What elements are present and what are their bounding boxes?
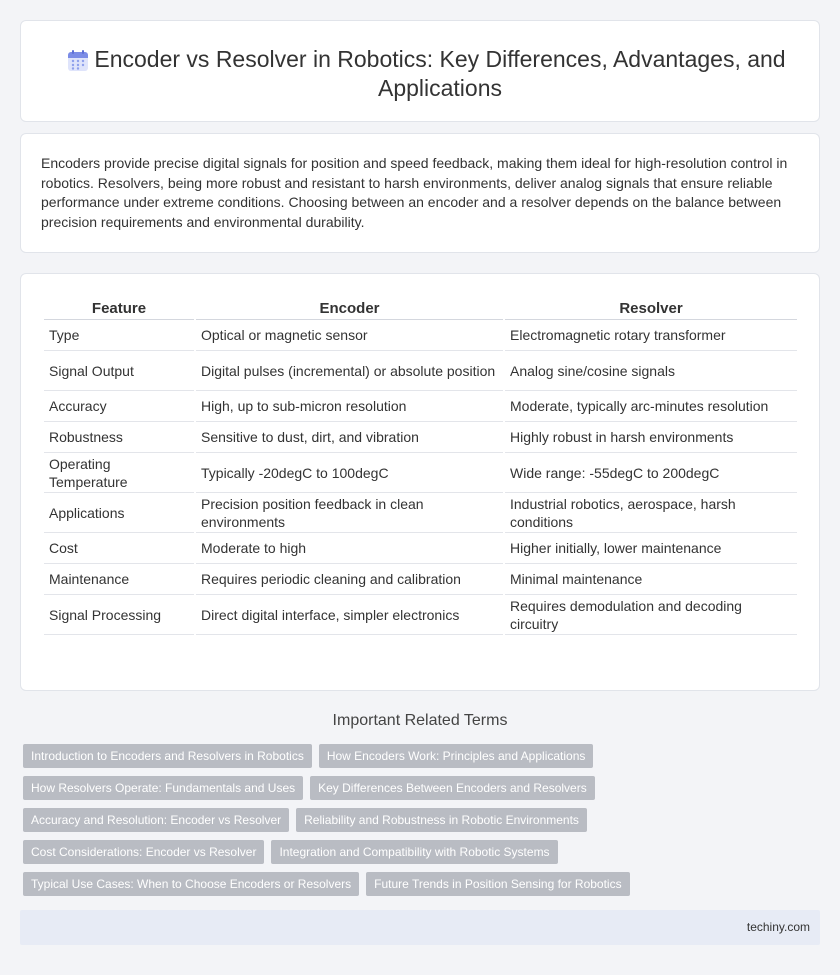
related-term-link[interactable]: Typical Use Cases: When to Choose Encoders or Resolvers <box>23 872 359 896</box>
encoder-cell: Precision position feedback in clean environments <box>196 493 503 533</box>
comparison-table <box>42 296 799 635</box>
intro-paragraph: Encoders provide precise digital signals for position and speed feedback, making them ideal for high-resolution control in robotics. Resolvers, being more robust and resistant to harsh environments, deliver analog signals that ensure reliable performance under extreme conditions. Choosing between an encoder and a resolver depends on the balance between precision requirements and environmental durability. <box>41 155 788 230</box>
encoder-cell: Moderate to high <box>196 533 503 564</box>
related-term-link[interactable]: Cost Considerations: Encoder vs Resolver <box>23 840 264 864</box>
encoder-cell: Sensitive to dust, dirt, and vibration <box>196 422 503 453</box>
resolver-cell: Moderate, typically arc-minutes resolution <box>505 391 797 422</box>
encoder-cell: Optical or magnetic sensor <box>196 320 503 351</box>
feature-cell: Applications <box>44 493 194 533</box>
resolver-cell: Electromagnetic rotary transformer <box>505 320 797 351</box>
resolver-cell: Highly robust in harsh environments <box>505 422 797 453</box>
related-term-link[interactable]: Reliability and Robustness in Robotic Environments <box>296 808 587 832</box>
footer-brand[interactable]: techiny.com <box>746 920 810 934</box>
table-row <box>44 564 797 595</box>
related-terms-list <box>23 744 813 904</box>
page-title: Encoder vs Resolver in Robotics: Key Differences, Advantages, and Applications <box>94 46 786 101</box>
related-term-link[interactable]: How Encoders Work: Principles and Applications <box>319 744 594 768</box>
header-resolver: Resolver <box>505 296 797 320</box>
table-row <box>44 320 797 351</box>
header-encoder: Encoder <box>196 296 503 320</box>
resolver-cell: Industrial robotics, aerospace, harsh conditions <box>505 493 797 533</box>
table-row <box>44 533 797 564</box>
table-row <box>44 493 797 533</box>
related-term-link[interactable]: Future Trends in Position Sensing for Robotics <box>366 872 629 896</box>
feature-cell: Cost <box>44 533 194 564</box>
feature-cell: Type <box>44 320 194 351</box>
feature-cell: Signal Output <box>44 351 194 391</box>
table-row <box>44 453 797 493</box>
table-row <box>44 351 797 391</box>
feature-cell: Accuracy <box>44 391 194 422</box>
encoder-cell: Digital pulses (incremental) or absolute position <box>196 351 503 391</box>
header-feature: Feature <box>44 296 194 320</box>
resolver-cell: Requires demodulation and decoding circuitry <box>505 595 797 635</box>
intro-card <box>20 133 820 253</box>
feature-cell: Robustness <box>44 422 194 453</box>
feature-cell: Signal Processing <box>44 595 194 635</box>
related-term-link[interactable]: Key Differences Between Encoders and Resolvers <box>310 776 595 800</box>
comparison-card <box>20 273 820 691</box>
related-term-link[interactable]: How Resolvers Operate: Fundamentals and Uses <box>23 776 303 800</box>
encoder-cell: Direct digital interface, simpler electronics <box>196 595 503 635</box>
encoder-cell: High, up to sub-micron resolution <box>196 391 503 422</box>
table-row <box>44 595 797 635</box>
title-card <box>20 20 820 122</box>
feature-cell: Operating Temperature <box>44 453 194 493</box>
resolver-cell: Minimal maintenance <box>505 564 797 595</box>
table-row <box>44 422 797 453</box>
resolver-cell: Wide range: -55degC to 200degC <box>505 453 797 493</box>
table-row <box>44 391 797 422</box>
encoder-cell: Typically -20degC to 100degC <box>196 453 503 493</box>
related-term-link[interactable]: Integration and Compatibility with Robotic Systems <box>271 840 557 864</box>
related-terms-heading: Important Related Terms <box>332 712 508 729</box>
resolver-cell: Higher initially, lower maintenance <box>505 533 797 564</box>
related-term-link[interactable]: Accuracy and Resolution: Encoder vs Resolver <box>23 808 289 832</box>
footer <box>20 910 820 945</box>
related-term-link[interactable]: Introduction to Encoders and Resolvers in Robotics <box>23 744 312 768</box>
feature-cell: Maintenance <box>44 564 194 595</box>
resolver-cell: Analog sine/cosine signals <box>505 351 797 391</box>
encoder-cell: Requires periodic cleaning and calibration <box>196 564 503 595</box>
